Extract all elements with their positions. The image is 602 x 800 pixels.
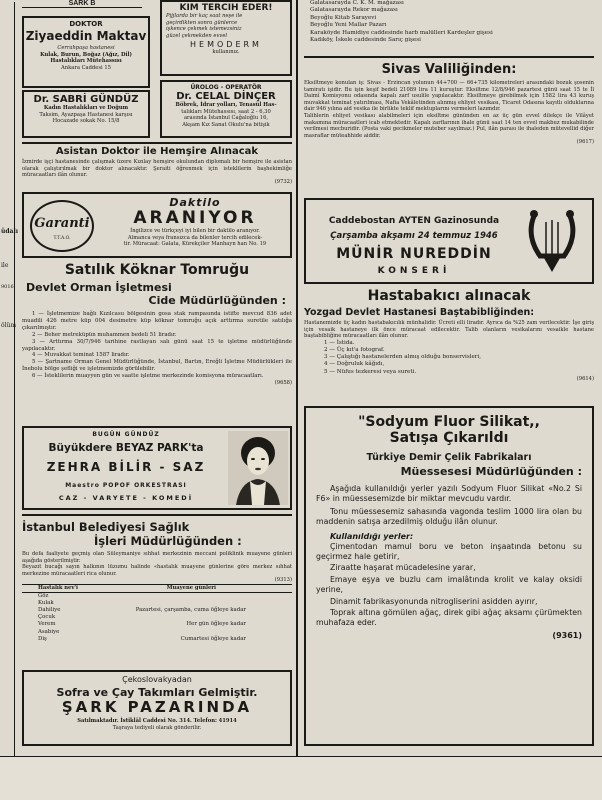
logo-text: Garanti <box>34 216 90 231</box>
ad-title: Satışa Çıkarıldı <box>389 430 509 446</box>
list-item: 4 — Doğruluk kâğıdı, <box>324 361 385 368</box>
top-fragment: SARK B <box>22 0 142 8</box>
ad-title: KIM TERCIH EDER! <box>179 3 273 13</box>
list-item: 3 — Arttırma 30/7/946 tarihine rastlayan salı günü saat 15 te işletme müdürlüğünde yapılacaktır. <box>22 338 292 352</box>
ad-line: Hocazade sokak No. 15/8 <box>52 118 120 125</box>
list-item: 2 — Üç kıt'a fotograf. <box>324 346 385 353</box>
ad-line: Büyükdere BEYAZ PARK'ta <box>48 442 204 454</box>
table-row <box>22 593 292 600</box>
table-row <box>22 629 292 636</box>
ad-name: Dr. SABRİ GÜNDÜZ <box>33 94 139 105</box>
page-bottom-margin <box>0 757 602 800</box>
ad-name: Dr. CELAL DİNÇER <box>176 91 276 102</box>
ad-name: Ziyaeddin Maktav <box>25 29 147 43</box>
ad-line: MÜNİR NUREDDİN <box>336 246 492 262</box>
ad-body: Eksiltmeye konulan iş: Sivas - Erzincan yolunun 44+700 — 66+735 kilometreleri arasındaki bozuk şosenin tamiratı işidir. Bu işin keşif bedeli 21089 lira 11 kuruştur. Eksiltme 12/8/946 pazartesi günü saat 15 te İl Daimî Komisyonu odasında kapalı zarf usulile yapılacaktır. Eksiltmeye girebilmek için 1582 lira 43 kuruş muvakkat teminat yatırılması, Nafia Vekâletinden alınmış ehliyet vesikası, Ticaret Odasına kayıtlı olduklarına dair 946 yılına aid vesika ile birlikte teklif mektuplarını vermeleri lazımdır. <box>304 80 594 113</box>
list-item: Toprak altına gömülen ağaç, direk gibi ağaç aksamı çürümekten muhafaza eder. <box>316 608 582 628</box>
ad-code: (9617) <box>576 139 594 146</box>
garanti-logo <box>30 200 94 252</box>
list-item: 3 — Çalıştığı hastanelerden almış olduğu bonservisleri, <box>324 354 482 361</box>
table-cell: Pazartesi, çarşamba, cuma öğleye kadar <box>135 606 246 613</box>
ad-line: Böbrek, İdrar yolları, Tenasül Has- <box>175 102 277 108</box>
ad-line: kullanınız. <box>212 49 240 56</box>
logo-sub: T.T.A.O. <box>53 236 71 241</box>
list-item: Emaye eşya ve buzlu cam imalâtında krolit ve kalay oksidi yerine, <box>316 574 582 595</box>
list-item: Ziraatte haşarat mücadelesine yarar, <box>330 563 476 573</box>
belediye-ad <box>22 514 292 666</box>
table-row <box>22 614 292 621</box>
ad-body: İzmirde işçi hastanesinde çalışmak üzere Kızılay hemşire okulundan diplomalı bir hemşire ile asistan olarak çalıştırılmak bir doktor alınacaktır. Şeraiti öğrenmek için isteklilerin başhekimliğe müracaatları ilân olunur. <box>22 159 292 179</box>
ad-line: güzel çekmekden evvel <box>166 32 228 39</box>
sivas-ad <box>304 56 594 194</box>
ad-body: Tonu müessesemiz sahasında vagonda teslim 1000 lira olan bu maddenin satışa arzedilmiş olduğu ilân olunur. <box>316 506 582 527</box>
ad-subtitle: Kullanıldığı yerler: <box>330 531 414 541</box>
ad-line: Almanca veya fransızca da bilenler tercih edilecek- <box>127 234 263 241</box>
edge-fragment-text: ölüm <box>1 322 17 329</box>
ad-body: Hastanemizde üç kadın hastabakıcılık münhalidir. Ücreti elli liradır. Ayrıca da %25 zam verilecektir. İşe giriş için vesaik hastaneye ilk önce müracaat edilecektir. Talib olanların vesikalarını vesaikle hastane baştabibliğine müracaatları ilân olunur. <box>304 320 594 340</box>
ad-top: Çekoslovakyadan <box>122 675 192 684</box>
table-cell: Dahiliye <box>38 606 61 613</box>
ad-line: arasında İstanbul Cağaloğlu 16, <box>183 115 269 122</box>
list-item: 4 — Muvakkat teminat 1587 liradır. <box>32 352 130 359</box>
ad-body: Aşağıda kullanıldığı yerler yazılı Sodyum Fluor Silikat «No.2 Si F6» in müessesemizde bir miktar mevcudu vardır. <box>316 484 582 504</box>
ad-line: Akşam Kız Sanat Okulu'na bitişik <box>182 121 270 128</box>
ayten-gazino-ad <box>304 198 594 284</box>
ad-title: İstanbul Belediyesi Sağlık <box>22 520 190 534</box>
table-row <box>22 607 292 614</box>
ad-line: Kulak, Burun, Boğaz (Ağız, Dil) <box>40 51 132 58</box>
ad-line: Cerrahpaşa hastanesi <box>57 45 115 51</box>
ad-code: (9658) <box>274 380 292 387</box>
dr-sabri-ad <box>22 90 150 138</box>
ad-line: Maestro POPOF ORKESTRASI <box>65 482 187 489</box>
ad-title: Sivas Valiliğinden: <box>381 62 517 77</box>
list-item: 2 — Beher metreküpün muhammen bedeli 51 liradır. <box>32 331 177 338</box>
table-cell: Diş <box>38 635 47 642</box>
edge-fragment-text: 9016 <box>1 284 14 290</box>
col-header: Hastalık nev'i <box>38 584 78 591</box>
ad-code: (9614) <box>576 375 594 382</box>
lyre-icon <box>520 206 584 278</box>
ad-code: (9313) <box>274 577 292 584</box>
table-cell: Göz <box>38 592 49 599</box>
ad-line: ŞARK PAZARINDA <box>61 698 253 716</box>
sark-pazari-ad <box>22 670 292 746</box>
list-item: Dinamit fabrikasyonunda nitrogliserini asidden ayırır, <box>330 596 538 606</box>
table-cell: Kulak <box>38 599 54 606</box>
ad-line: Kadın Hastalıkları ve Doğum <box>43 105 129 111</box>
hastabakici-ad <box>304 288 594 402</box>
ad-org: Cide Müdürlüğünden : <box>148 294 286 307</box>
table-header <box>22 584 292 593</box>
ad-label: DOKTOR <box>69 20 103 28</box>
beyaz-park-ad <box>22 426 292 510</box>
ad-line: Hastalıkları Mütehassısı <box>50 58 122 65</box>
list-item: Galatasarayda Rekor mağazası <box>310 7 398 14</box>
ad-line: Taşraya tediyeli olarak gönderilir. <box>112 724 202 731</box>
table-cell: Her gün öğleye kadar <box>186 621 246 628</box>
ad-org: Yozgad Devlet Hastanesi Baştabibliğinden: <box>304 307 535 318</box>
doktor-ziyaeddin-ad <box>22 16 150 88</box>
ad-title: Satılık Köknar Tomruğu <box>64 262 250 278</box>
ad-line: Çarşamba akşamı 24 temmuz 1946 <box>330 231 498 241</box>
ad-line: işkence çekmek istemezsiniz <box>166 26 242 33</box>
ad-line: Pijjlarda bir kaç saat neşe ile <box>166 13 243 19</box>
ad-org: Devlet Orman İşletmesi <box>26 281 172 294</box>
ad-top: BUGÜN GÜNDÜZ <box>92 431 160 438</box>
ad-title: ARANIYOR <box>133 208 257 228</box>
ad-line: Caddebostan AYTEN Gazinosunda <box>328 216 500 226</box>
list-item: Kadıköy, İskele caddesinde Sarıç gişesi <box>310 37 421 44</box>
asistan-ad <box>22 142 292 190</box>
ad-top: Daktilo <box>169 196 221 209</box>
ad-brand: HEMODERM <box>190 40 262 50</box>
edge-fragment-text: üdalı <box>1 228 19 235</box>
ad-title: Asistan Doktor ile Hemşire Alınacak <box>55 146 259 157</box>
ad-line: talıkları Mütehassısı, saat 2 - 6,30 <box>181 108 271 115</box>
ad-line: KONSERİ <box>377 266 451 276</box>
ad-body: Bu defa faaliyete geçmiş olan Süleymaniye sıhhat merkezinin meccani poliklinik muayene günleri aşağıda gösterilmiştir. <box>22 551 292 564</box>
hemoderm-ad <box>160 0 292 76</box>
ad-line: Sofra ve Çay Takımları Gelmiştir. <box>56 686 258 699</box>
table-row <box>22 600 292 607</box>
table-cell: Çocuk <box>38 614 56 621</box>
ad-line: ZEHRA BİLİR - SAZ <box>46 460 206 474</box>
list-item: Çimentodan mamul boru ve beton inşaatında betonu su geçirmez hale getirir, <box>316 541 582 562</box>
list-item: Beyoğlu Kitab Sarayevi <box>310 14 377 21</box>
ad-body: Talihlerin ehliyet vesikası alabilmeleri için eksiltme gününden en az üç gün evvel dilekçe ile Vilâyet makamına müracaatleri icab etmektedir. Kapalı zarflarının ihale günü saat 14 ten evvel makbuz mukabilinde verilmesi mecburidir. (Posta vaki gecikmeler muteber sayılmaz.) Pul, ilân parası ile ihaleden mütevellid diğer masraflar müteahhide aiddir. <box>304 112 594 139</box>
list-item: 6 — İsteklilerin muayyen gün ve saatte işletme merkezinde komisyona müracaatları. <box>32 373 264 380</box>
list-item: 1 — İşletmemize bağlı Kızılcasu bölgesinin gosa stak rampasında istifte mevcud 836 adet muadili 426 metre küp 004 desimetre küp köknar tomruğu açık arttırma suretile satılığa çıkarılmıştır. <box>22 311 292 331</box>
table-cell: Verem <box>38 621 56 628</box>
table-row <box>22 621 292 628</box>
list-item: 5 — Nüfus tezkeresi veya sureti. <box>324 368 417 375</box>
ad-body: Beyazıt bucağı sayın halkının lüzumu halinde «hastalık muayene günlerine göre merkez sıhhat merkezine müracaatleri rica olunur. <box>22 564 292 577</box>
edge-fragment-text: ile <box>1 262 9 269</box>
ad-line: Satılmaktadır. İstiklâl Caddesi No. 314. Telefon: 41914 <box>77 718 237 724</box>
list-item: 5 — Şartname Orman Genel Müdürlüğünde, İstanbul, Bartın, Ereğli İşletme Müdürlükleri ile İnebolu bölge şefliği ve işletmemizde görülebilir. <box>22 359 292 373</box>
col-header: Muayene günleri <box>166 584 216 591</box>
ad-line: Taksim, Ayazpaşa Hastanesi karşısı <box>39 111 133 118</box>
table-row <box>22 636 292 643</box>
sales-points-list <box>310 0 590 54</box>
ad-label: ÜROLOG - OPERATÖR <box>190 84 262 91</box>
ad-title: Hastabakıcı alınacak <box>367 288 531 304</box>
singer-portrait <box>228 431 288 505</box>
table-cell: Asabiye <box>38 628 60 635</box>
ad-org: Müessesesi Müdürlüğünden : <box>400 465 582 478</box>
ad-org: Türkiye Demir Çelik Fabrikaları <box>366 452 532 463</box>
list-item: 1 — İstida. <box>324 339 355 346</box>
ad-title: "Sodyum Fluor Silikat,, <box>358 414 540 430</box>
list-item: Galatasarayda C. K. M. mağazası <box>310 0 404 6</box>
ad-code: (9361) <box>552 630 582 640</box>
daktilo-ad <box>22 192 292 258</box>
list-item: Karaköyde Hamidiye caddesinde harb malülleri Kardeşler gişesi <box>310 29 493 36</box>
ad-code: (9732) <box>274 178 292 185</box>
table-cell: Cumartesi öğleye kadar <box>180 635 246 642</box>
sodyum-fluor-ad <box>304 406 594 746</box>
ad-address: Ankara Caddesi 15 <box>61 64 111 71</box>
list-item: Beyoğlu Yeni Mallar Pazarı <box>310 22 387 29</box>
ad-line: geçirdikten sonra günlerce <box>166 19 238 26</box>
koknar-ad <box>22 262 292 422</box>
dr-dincer-ad <box>160 80 292 138</box>
ad-line: CAZ - VARYETE - KOMEDİ <box>58 494 194 502</box>
ad-line: tir. Müracaat: Galata, Kürekçiler Manhayn han No. 19 <box>123 241 267 248</box>
edge-fragment <box>1 2 19 762</box>
ad-line: İngilizce ve türkçeyi iyi bilen bir daktilo aranıyor. <box>130 228 260 234</box>
ad-title: İşleri Müdürlüğünden : <box>94 534 242 548</box>
